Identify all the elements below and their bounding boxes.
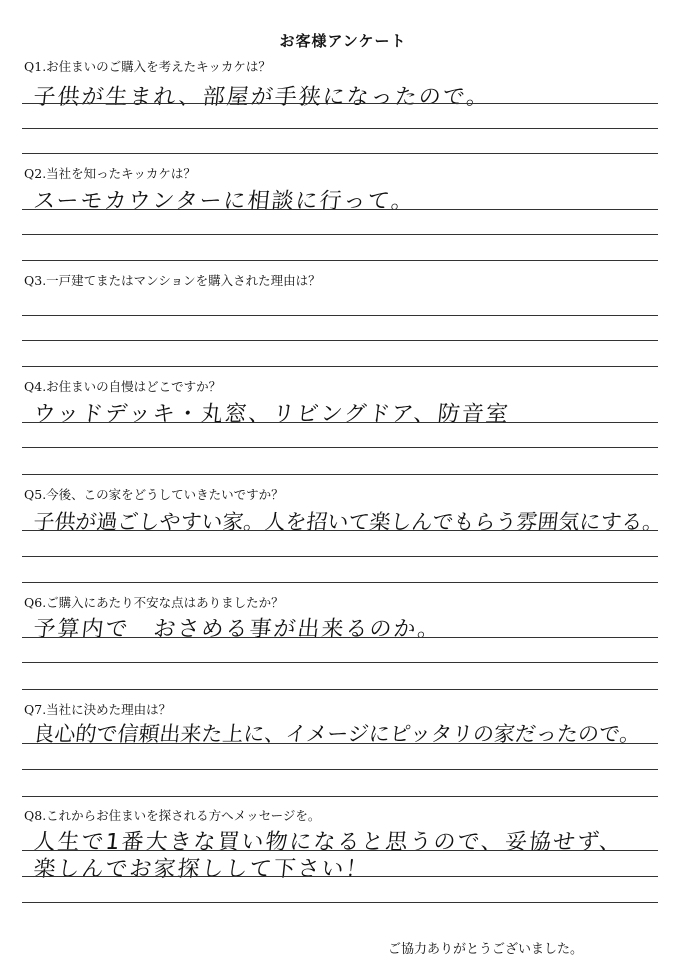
question-8-label: Q8.これからお住まいを探される方へメッセージを。 [24, 808, 321, 823]
page-title: お客様アンケート [279, 32, 407, 50]
answer-rule [22, 850, 658, 851]
answer-rule [22, 662, 658, 663]
question-4-label: Q4.お住まいの自慢はどこですか？ [24, 379, 222, 394]
answer-rule [22, 209, 658, 210]
answer-rule [22, 530, 658, 531]
answer-rule [22, 422, 658, 423]
answer-rule [22, 260, 658, 261]
answer-rule [22, 637, 658, 638]
answer-rule [22, 366, 658, 367]
question-1-label: Q1.お住まいのご購入を考えたキッカケは？ [24, 59, 271, 74]
question-8-answer-line-2: 楽しんでお家探しして下さい！ [32, 857, 371, 882]
answer-rule [22, 340, 658, 341]
answer-rule [22, 474, 658, 475]
question-4-answer-line-1: ウッドデッキ・丸窓、リビングドア、防音室 [32, 402, 511, 427]
answer-rule [22, 769, 658, 770]
answer-rule [22, 743, 658, 744]
answer-rule [22, 556, 658, 557]
answer-rule [22, 128, 658, 129]
answer-rule [22, 796, 658, 797]
question-7-label: Q7.当社に決めた理由は？ [24, 702, 172, 717]
question-2-label: Q2.当社を知ったキッカケは？ [24, 166, 196, 181]
answer-rule [22, 234, 658, 235]
question-2-answer-line-1: スーモカウンターに相談に行って。 [32, 189, 417, 214]
answer-rule [22, 153, 658, 154]
answer-rule [22, 315, 658, 316]
answer-rule [22, 689, 658, 690]
closing-message: ご協力ありがとうございました。 [388, 942, 584, 957]
question-5-answer-line-1: 子供が過ごしやすい家。人を招いて楽しんでもらう雰囲気にする。 [32, 510, 665, 534]
question-5-label: Q5.今後、この家をどうしていきたいですか？ [24, 487, 284, 502]
question-8-answer-line-1: 人生で1番大きな買い物になると思うので、妥協せず、 [32, 830, 625, 855]
question-6-answer-line-1: 予算内で おさめる事が出来るのか。 [32, 617, 443, 642]
question-1-answer-line-1: 子供が生まれ、部屋が手狭になったので。 [32, 85, 492, 110]
answer-rule [22, 876, 658, 877]
answer-rule [22, 582, 658, 583]
answer-rule [22, 103, 658, 104]
answer-rule [22, 902, 658, 903]
question-7-answer-line-1: 良心的で信頼出来た上に、イメージにピッタリの家だったので。 [32, 722, 642, 746]
question-3-label: Q3.一戸建てまたはマンションを購入された理由は？ [24, 273, 321, 288]
answer-rule [22, 447, 658, 448]
question-6-label: Q6.ご購入にあたり不安な点はありましたか？ [24, 595, 284, 610]
